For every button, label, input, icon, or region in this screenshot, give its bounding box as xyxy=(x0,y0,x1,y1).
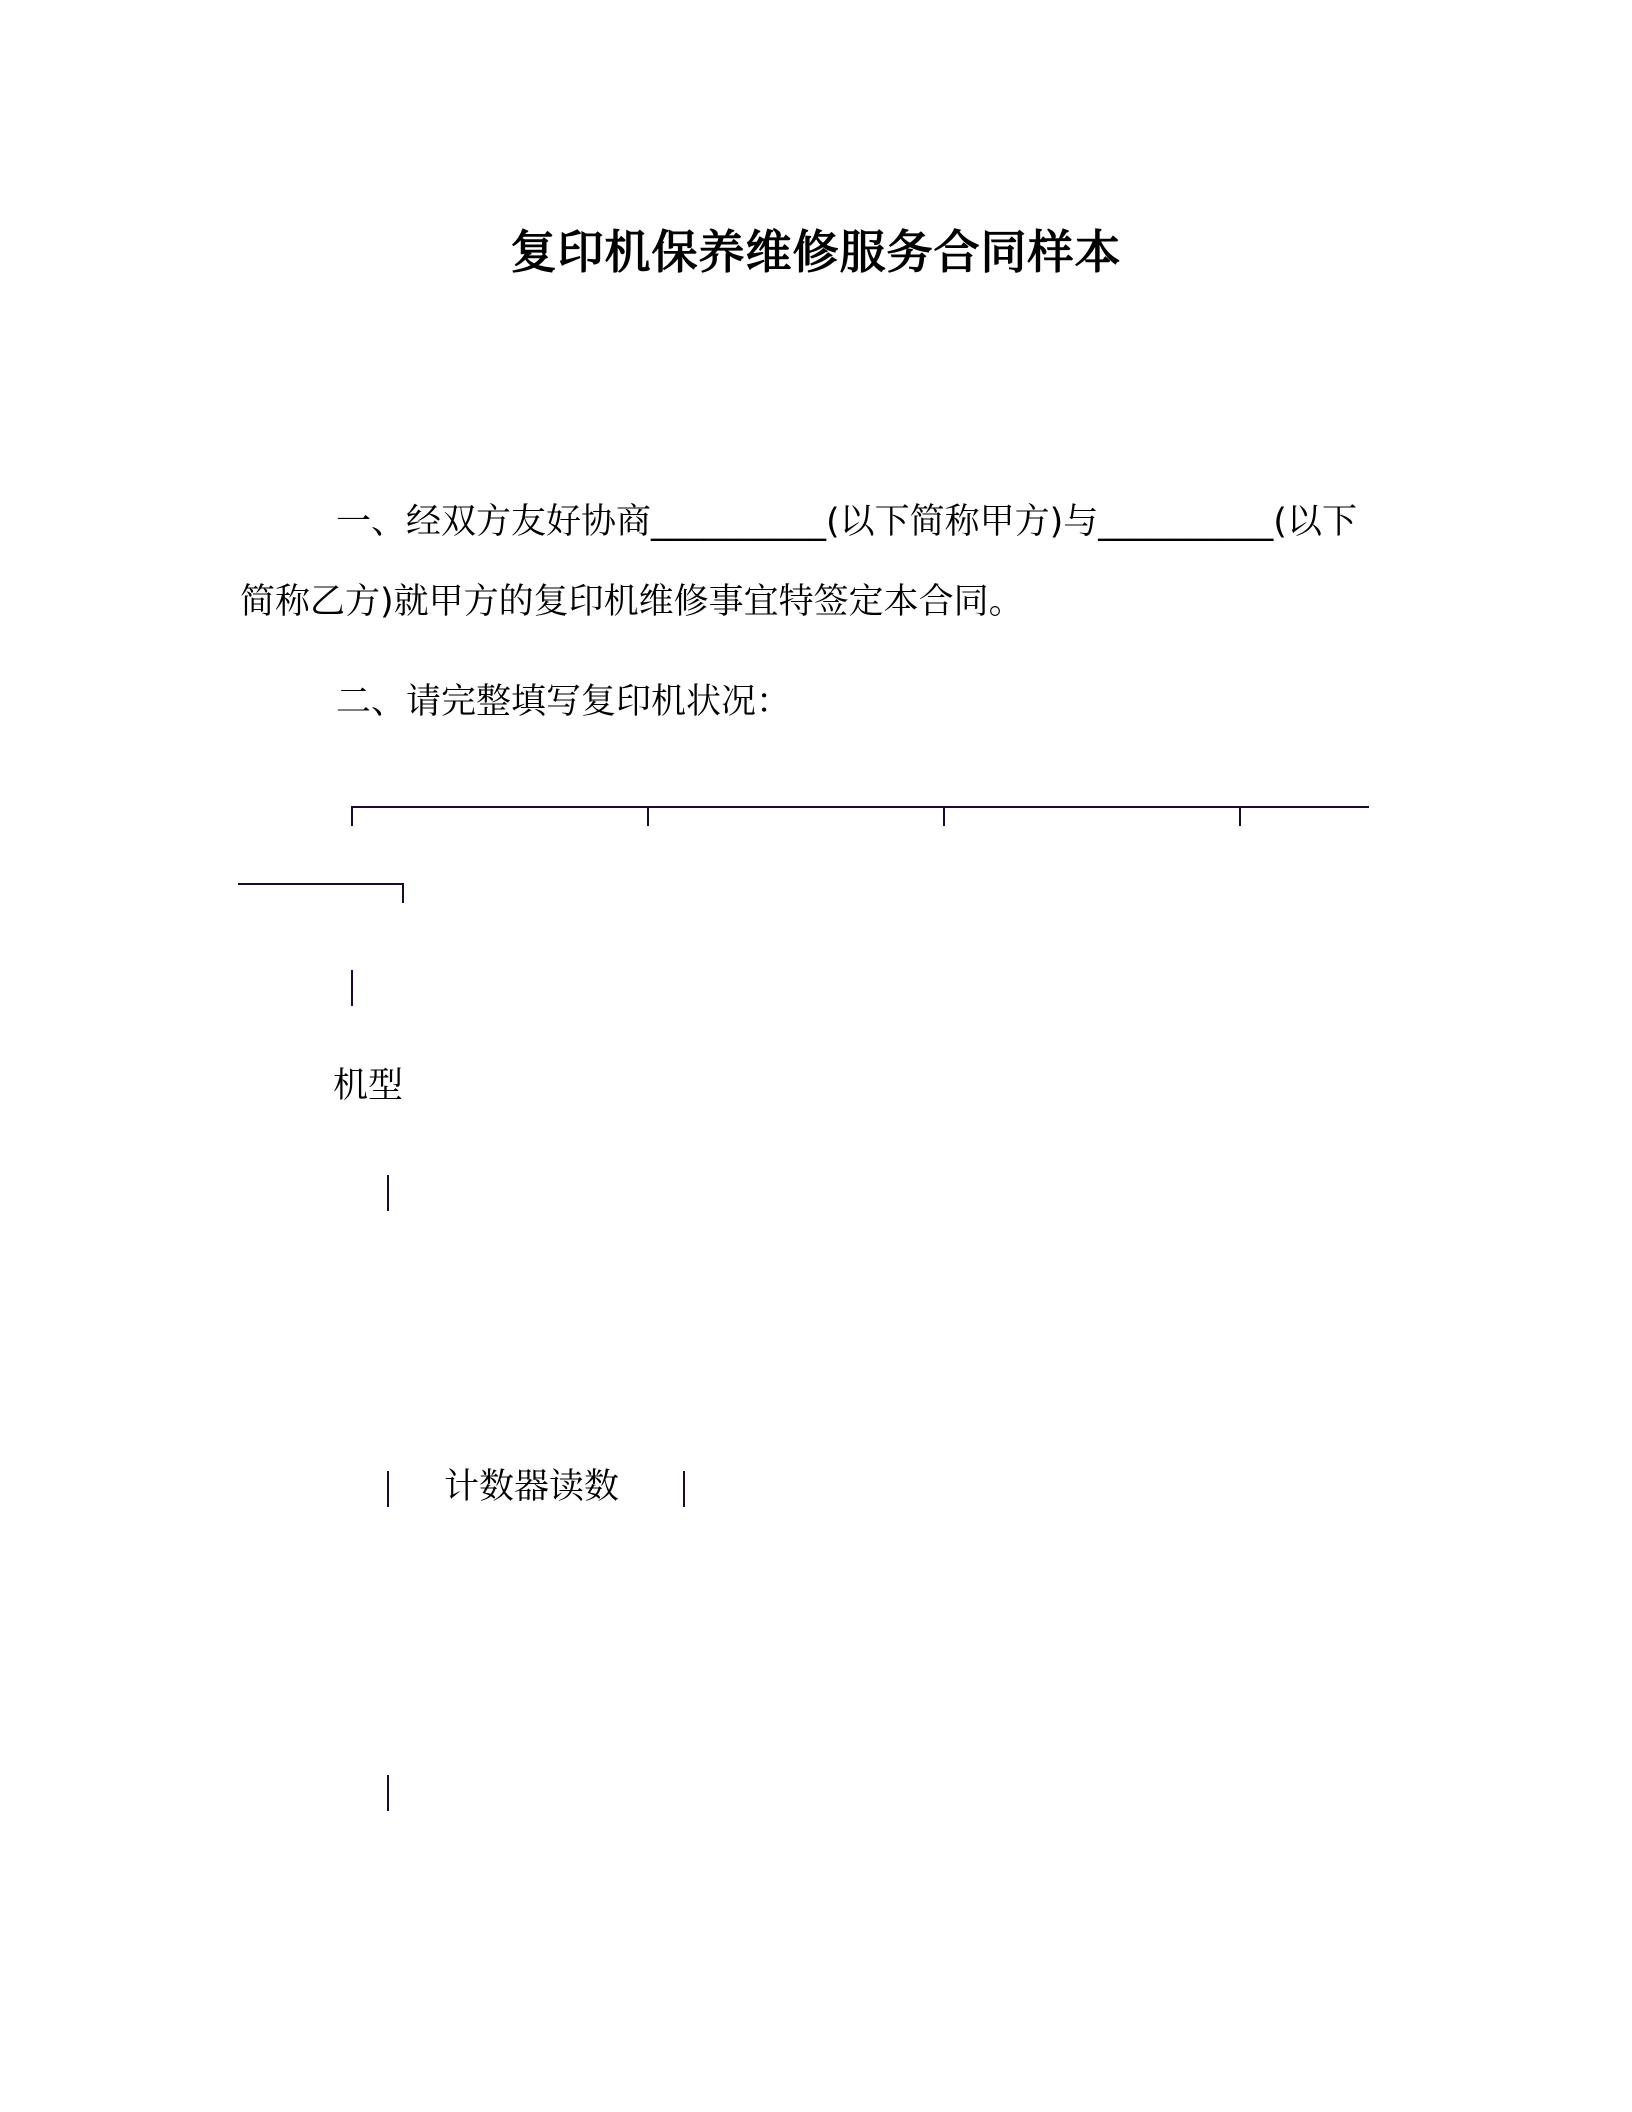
table-row-border xyxy=(238,883,404,885)
table-column-divider xyxy=(943,806,945,826)
table-cell-divider xyxy=(387,1471,389,1507)
table-label-counter: 计数器读数 xyxy=(444,1467,620,1507)
table-top-border xyxy=(351,806,1369,808)
table-cell-divider xyxy=(683,1471,685,1507)
table-label-model: 机型 xyxy=(333,1066,404,1106)
table-column-divider xyxy=(402,883,404,903)
section-1-paragraph: 一、经双方友好协商__________(以下简称甲方)与__________(以下简称乙方)就甲方的复印机维修事宜特签定本合同。 xyxy=(240,502,1357,622)
table-column-divider xyxy=(647,806,649,826)
table-cell-divider xyxy=(351,970,353,1006)
document-title: 复印机保养维修服务合同样本 xyxy=(510,225,1122,279)
section-2-heading: 二、请完整填写复印机状况： xyxy=(336,682,792,722)
table-cell-divider xyxy=(387,1775,389,1811)
table-column-divider xyxy=(351,806,353,826)
table-column-divider xyxy=(1239,806,1241,826)
table-cell-divider xyxy=(387,1175,389,1211)
